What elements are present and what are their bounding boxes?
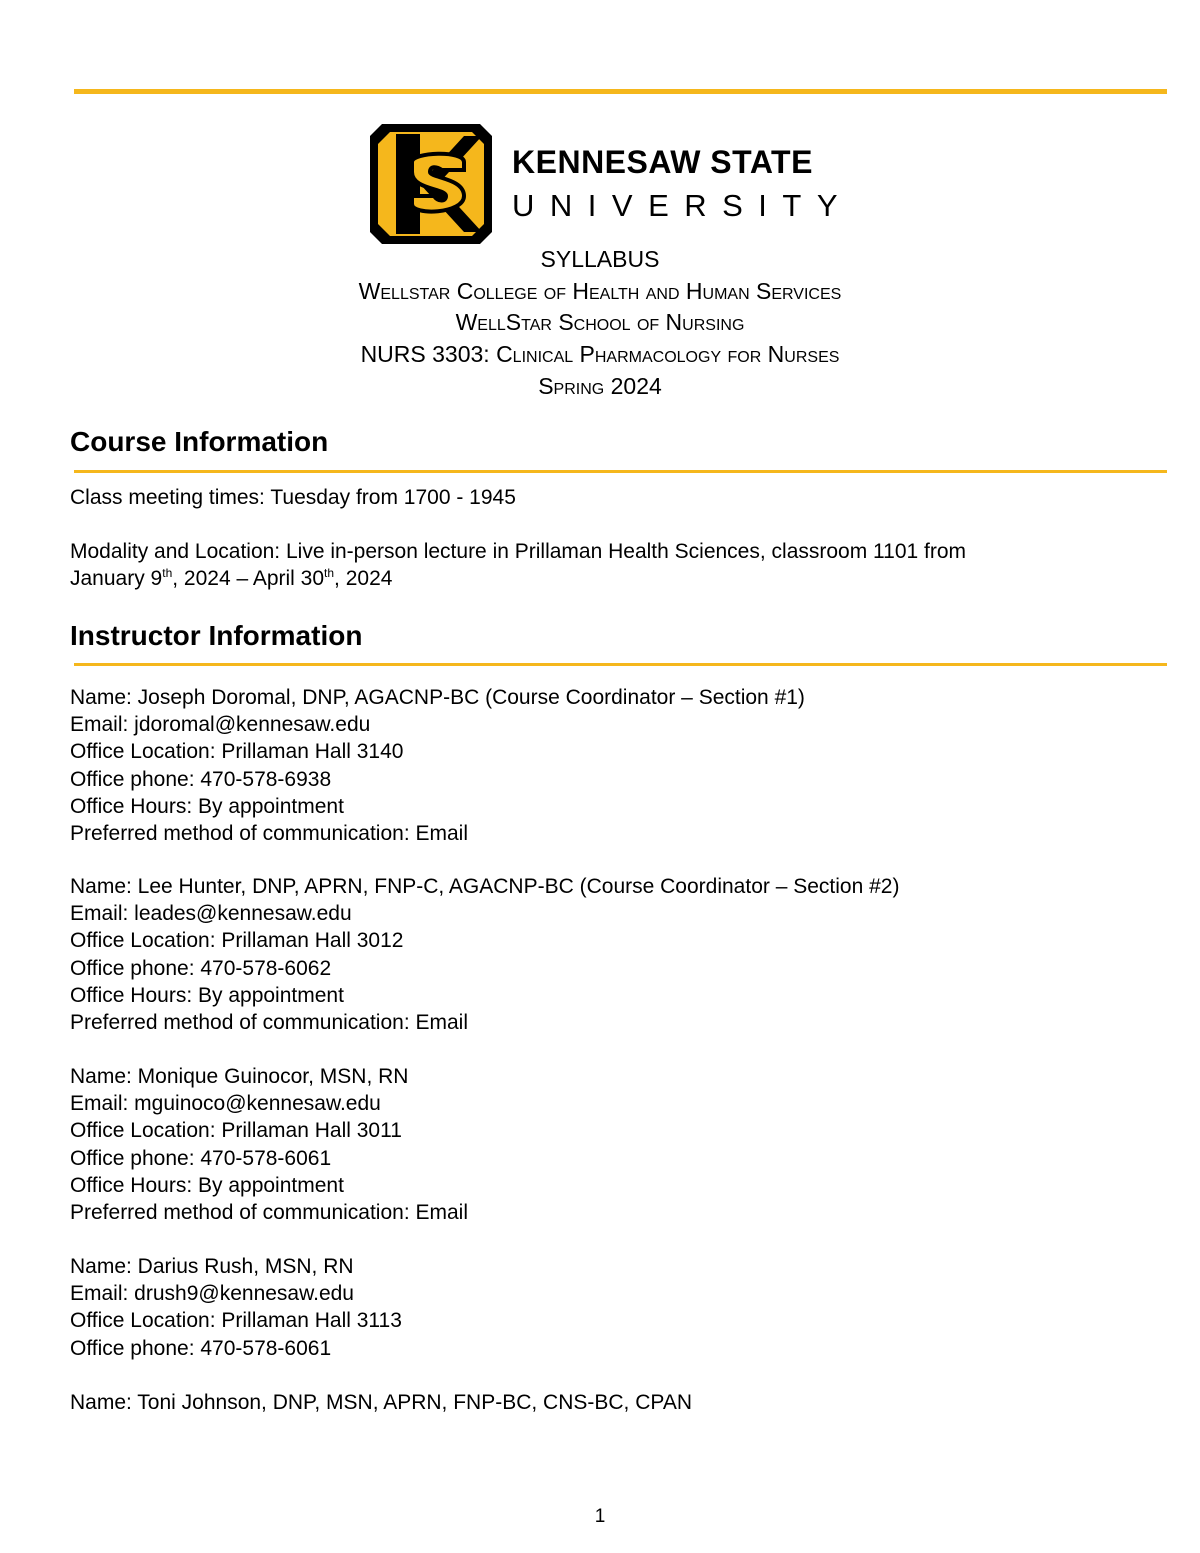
instructor-office: Office Location: Prillaman Hall 3113 xyxy=(70,1309,402,1333)
meeting-times: Class meeting times: Tuesday from 1700 - 1945 xyxy=(70,486,516,509)
instructor-name: Name: Lee Hunter, DNP, APRN, FNP-C, AGACNP-BC (Course Coordinator – Section #2) xyxy=(70,875,900,898)
instructor-hours: Office Hours: By appointment xyxy=(70,983,344,1007)
modality-mid: , 2024 – April 30 xyxy=(172,567,325,590)
university-name-line1: KENNESAW STATE xyxy=(512,144,813,180)
college-name: Wellstar College of Health and Human Services xyxy=(358,277,842,304)
school-name: WellStar School of Nursing xyxy=(455,309,745,336)
course-title: NURS 3303: Clinical Pharmacology for Nurses xyxy=(360,341,840,368)
instructor-phone: Office phone: 470-578-6061 xyxy=(70,1336,332,1360)
university-name-line2: UNIVERSITY xyxy=(512,188,854,223)
instructor-info-heading: Instructor Information xyxy=(70,620,363,651)
instructor-pref: Preferred method of communication: Email xyxy=(70,822,469,846)
instructor-pref: Preferred method of communication: Email xyxy=(70,1201,469,1225)
instructor-email: Email: mguinoco@kennesaw.edu xyxy=(70,1092,381,1116)
university-logo xyxy=(368,122,858,246)
instructor-pref: Preferred method of communication: Email xyxy=(70,1011,469,1035)
modality-start-sup: th xyxy=(162,566,173,580)
instructor-email: Email: drush9@kennesaw.edu xyxy=(70,1282,354,1306)
page-number: 1 xyxy=(594,1506,606,1527)
instructor-info-rule xyxy=(74,663,1167,666)
instructor-phone: Office phone: 470-578-6938 xyxy=(70,767,332,791)
instructor-office: Office Location: Prillaman Hall 3011 xyxy=(70,1119,402,1143)
instructor-email: Email: leades@kennesaw.edu xyxy=(70,902,352,926)
modality-location xyxy=(70,538,966,592)
course-info-rule xyxy=(74,470,1167,473)
ksu-monogram-icon xyxy=(368,122,494,246)
modality-end: , 2024 xyxy=(334,567,393,590)
modality-start: January 9 xyxy=(70,567,163,590)
instructor-phone: Office phone: 470-578-6061 xyxy=(70,1146,332,1170)
modality-line1: Modality and Location: Live in-person lecture in Prillaman Health Sciences, classroom 1101 from xyxy=(70,540,967,563)
doc-type: SYLLABUS xyxy=(540,246,660,272)
instructor-name: Name: Monique Guinocor, MSN, RN xyxy=(70,1065,409,1088)
instructor-phone: Office phone: 470-578-6062 xyxy=(70,956,332,980)
instructor-hours: Office Hours: By appointment xyxy=(70,1173,344,1197)
instructor-block xyxy=(70,684,805,847)
syllabus-header xyxy=(0,244,1200,403)
top-gold-rule xyxy=(74,89,1167,94)
modality-end-sup: th xyxy=(324,566,335,580)
instructor-name: Name: Darius Rush, MSN, RN xyxy=(70,1255,354,1278)
instructor-office: Office Location: Prillaman Hall 3140 xyxy=(70,740,404,764)
instructor-name: Name: Toni Johnson, DNP, MSN, APRN, FNP-BC, CNS-BC, CPAN xyxy=(70,1391,693,1414)
instructor-block xyxy=(70,1063,468,1226)
instructor-office: Office Location: Prillaman Hall 3012 xyxy=(70,929,404,953)
instructor-block xyxy=(70,1389,692,1416)
course-info-heading: Course Information xyxy=(70,426,329,457)
instructor-block xyxy=(70,873,899,1036)
instructor-email: Email: jdoromal@kennesaw.edu xyxy=(70,713,371,737)
modality-line2 xyxy=(70,565,966,592)
instructor-hours: Office Hours: By appointment xyxy=(70,794,344,818)
term: Spring 2024 xyxy=(538,372,662,399)
instructor-name: Name: Joseph Doromal, DNP, AGACNP-BC (Course Coordinator – Section #1) xyxy=(70,686,805,709)
instructor-block xyxy=(70,1253,402,1362)
